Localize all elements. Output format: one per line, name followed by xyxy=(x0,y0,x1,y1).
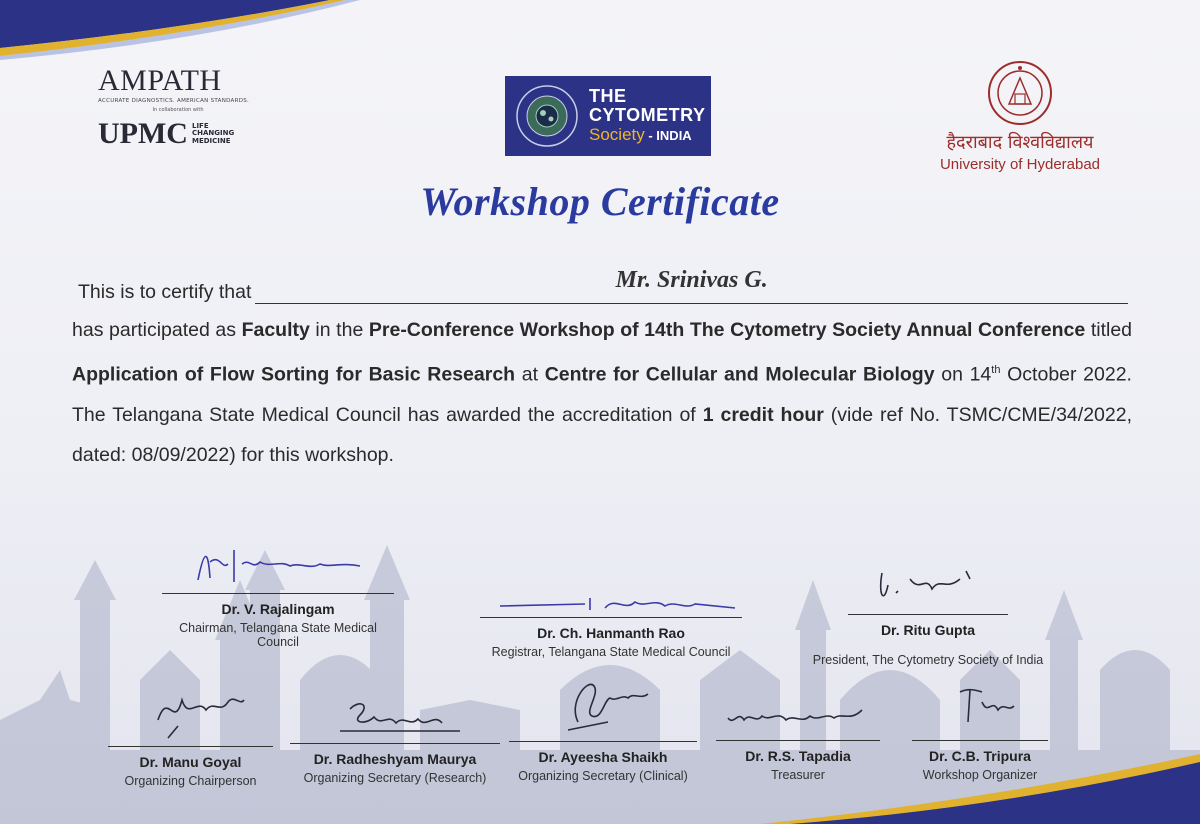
signature-rajalingam xyxy=(190,540,380,590)
upmc-wordmark: UPMC xyxy=(98,117,188,150)
collaboration-note: In collaboration with xyxy=(152,107,204,113)
signature-ayeesha-shaikh xyxy=(548,672,668,736)
signatory-name: Dr. Manu Goyal xyxy=(139,754,242,770)
signatory-name: Dr. Ritu Gupta xyxy=(880,622,976,638)
tcs-line-society: Society xyxy=(589,124,645,144)
certify-lead: This is to certify that xyxy=(78,281,252,303)
signature-block xyxy=(848,614,1008,638)
statement-text: October 2022. The Telangana State Medical Council has awarded the accreditation of xyxy=(72,363,1132,426)
signatory-name: Dr. V. Rajalingam xyxy=(221,601,335,617)
ampath-tagline: ACCURATE DIAGNOSTICS. AMERICAN STANDARDS. xyxy=(98,98,250,104)
tcs-line-the: THE xyxy=(589,85,627,106)
certificate-statement xyxy=(72,310,1132,475)
top-decorative-band xyxy=(0,0,1200,60)
signatory-name: Dr. Ayeesha Shaikh xyxy=(538,749,668,765)
ampath-upmc-logo xyxy=(98,66,258,149)
upmc-tagline: LIFE CHANGING MEDICINE xyxy=(191,121,235,145)
signatory-role: Organizing Secretary (Research) xyxy=(303,771,487,785)
certificate-body xyxy=(72,267,1133,475)
signatory-name: Dr. R.S. Tapadia xyxy=(745,748,851,764)
tcs-line-cytometry: CYTOMETRY xyxy=(589,104,706,125)
ampath-wordmark: AMPATH xyxy=(98,64,222,97)
signatory-name: Dr. Radheshyam Maurya xyxy=(313,751,477,767)
signatory-role: Organizing Chairperson xyxy=(124,774,257,788)
signature-line xyxy=(509,741,697,742)
signature-manu-goyal xyxy=(148,680,258,740)
signatory-name: Dr. C.B. Tripura xyxy=(929,748,1031,764)
signature-line xyxy=(108,746,273,747)
signatory-name: Dr. Ch. Hanmanth Rao xyxy=(537,625,685,641)
university-name-hindi: हैदराबाद विश्वविद्यालय xyxy=(946,132,1094,153)
signature-radheshyam-maurya xyxy=(330,695,470,743)
signature-line xyxy=(290,743,500,744)
statement-text: on 14 xyxy=(934,363,992,386)
signature-line xyxy=(912,740,1048,741)
recipient-name-line xyxy=(255,267,1128,304)
signature-ritu-gupta xyxy=(870,565,990,610)
signature-hanmanth-rao xyxy=(495,586,745,620)
signature-block xyxy=(912,740,1048,782)
signature-block xyxy=(480,617,742,659)
cytometry-seal-icon xyxy=(515,84,579,148)
signatory-role: President, The Cytometry Society of India xyxy=(812,653,1044,667)
tcs-line-india: - INDIA xyxy=(644,127,692,143)
statement-text: in the xyxy=(309,319,369,341)
signature-block xyxy=(108,746,273,788)
university-seal-icon xyxy=(987,60,1053,126)
signature-line xyxy=(848,614,1008,615)
signature-block xyxy=(716,740,880,782)
date-ordinal: th xyxy=(991,364,1001,376)
statement-text: has participated as xyxy=(72,319,242,341)
credit-hours: 1 credit hour xyxy=(702,403,824,426)
signature-block xyxy=(162,593,394,649)
workshop-topic: Application of Flow Sorting for Basic Research xyxy=(72,363,516,386)
signatory-role: Organizing Secretary (Clinical) xyxy=(518,769,688,783)
university-of-hyderabad-logo xyxy=(935,60,1105,173)
statement-text: (vide ref No. TSMC/CME/34/2022, dated: 08/09/2022) for this workshop. xyxy=(72,403,1132,466)
signature-block-role xyxy=(790,649,1066,667)
signature-block xyxy=(509,741,697,783)
signature-tripura xyxy=(948,682,1028,732)
recipient-name: Mr. Srinivas G. xyxy=(615,267,768,293)
statement-text: titled xyxy=(1085,319,1133,341)
signatory-role: Workshop Organizer xyxy=(922,768,1038,782)
signature-tapadia xyxy=(722,698,872,732)
event-name: Pre-Conference Workshop of 14th The Cytometry Society Annual Conference xyxy=(368,319,1086,341)
signature-block xyxy=(290,743,500,785)
university-name-english: University of Hyderabad xyxy=(939,156,1101,173)
signatory-role: Chairman, Telangana State Medical Council xyxy=(179,621,377,649)
certificate-title: Workshop Certificate xyxy=(420,179,780,224)
signature-line xyxy=(480,617,742,618)
participant-role: Faculty xyxy=(241,319,310,341)
signatory-role: Registrar, Telangana State Medical Council xyxy=(491,645,731,659)
signatory-role: Treasurer xyxy=(771,768,825,782)
signature-line xyxy=(162,593,394,594)
venue-name: Centre for Cellular and Molecular Biology xyxy=(544,363,935,386)
cytometry-society-logo xyxy=(505,76,711,156)
signature-line xyxy=(716,740,880,741)
statement-text: at xyxy=(515,363,545,386)
